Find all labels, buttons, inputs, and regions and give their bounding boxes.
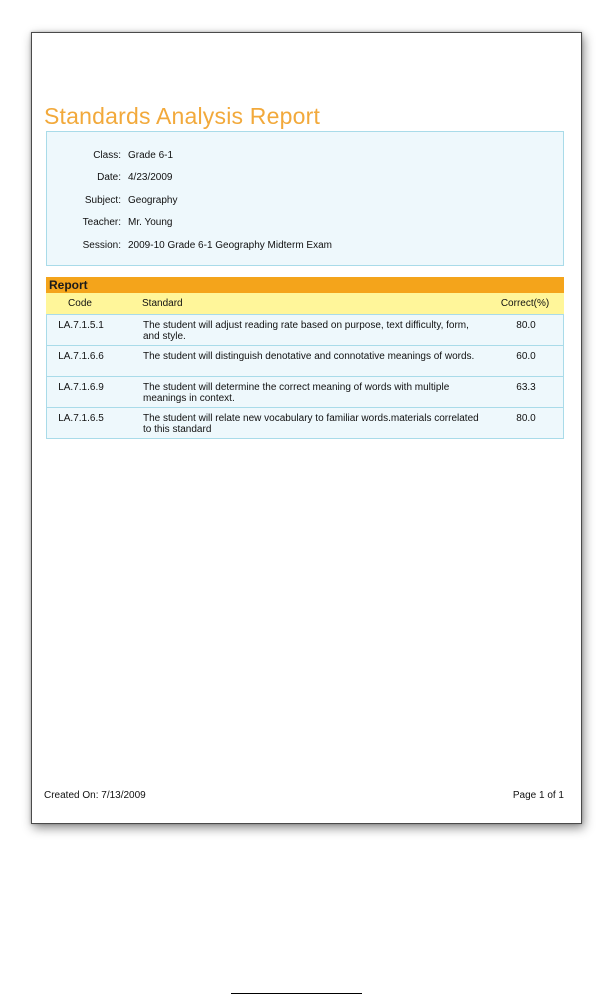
info-label-date: Date: [97, 172, 121, 183]
info-value-class: Grade 6-1 [128, 150, 174, 161]
row-correct: 80.0 [516, 413, 536, 424]
row-correct: 60.0 [516, 351, 536, 362]
row-standard: The student will relate new vocabulary to familiar words.materials correlated to this standard [143, 413, 479, 435]
row-code: LA.7.1.5.1 [58, 320, 104, 331]
info-row-date [47, 172, 173, 188]
info-value-teacher: Mr. Young [128, 217, 173, 228]
report-info-panel [46, 131, 564, 266]
row-standard: The student will adjust reading rate based on purpose, text difficulty, form, and style. [143, 320, 469, 342]
row-standard: The student will determine the correct meaning of words with multiple meanings in context. [143, 382, 450, 404]
info-label-class: Class: [93, 150, 121, 161]
table-body [46, 315, 564, 439]
table-row [47, 315, 563, 346]
info-row-class [47, 150, 173, 166]
info-row-session [47, 240, 332, 256]
info-value-date: 4/23/2009 [128, 172, 173, 183]
column-header-correct: Correct(%) [500, 298, 550, 309]
table-row [47, 408, 563, 439]
report-page [31, 32, 582, 824]
info-value-subject: Geography [128, 195, 178, 206]
info-label-subject: Subject: [84, 195, 121, 206]
table-header-row [46, 293, 564, 315]
row-correct: 63.3 [516, 382, 536, 393]
info-row-subject [47, 195, 177, 211]
row-code: LA.7.1.6.9 [58, 382, 104, 393]
row-standard: The student will distinguish denotative and connotative meanings of words. [143, 351, 475, 362]
info-label-session: Session: [82, 240, 121, 251]
row-code: LA.7.1.6.5 [58, 413, 104, 424]
info-label-teacher: Teacher: [82, 217, 121, 228]
report-section-title: Report [46, 277, 564, 293]
page-number-footer: Page 1 of 1 [512, 790, 564, 801]
report-table [46, 277, 564, 439]
table-row [47, 377, 563, 408]
row-correct: 80.0 [516, 320, 536, 331]
report-title: Standards Analysis Report [44, 103, 321, 129]
info-row-teacher [47, 217, 172, 233]
table-row [47, 346, 563, 377]
created-on-footer: Created On: 7/13/2009 [44, 790, 146, 801]
column-header-standard: Standard [142, 298, 183, 309]
row-code: LA.7.1.6.6 [58, 351, 104, 362]
info-value-session: 2009-10 Grade 6-1 Geography Midterm Exam [128, 240, 332, 251]
column-header-code: Code [68, 298, 92, 309]
